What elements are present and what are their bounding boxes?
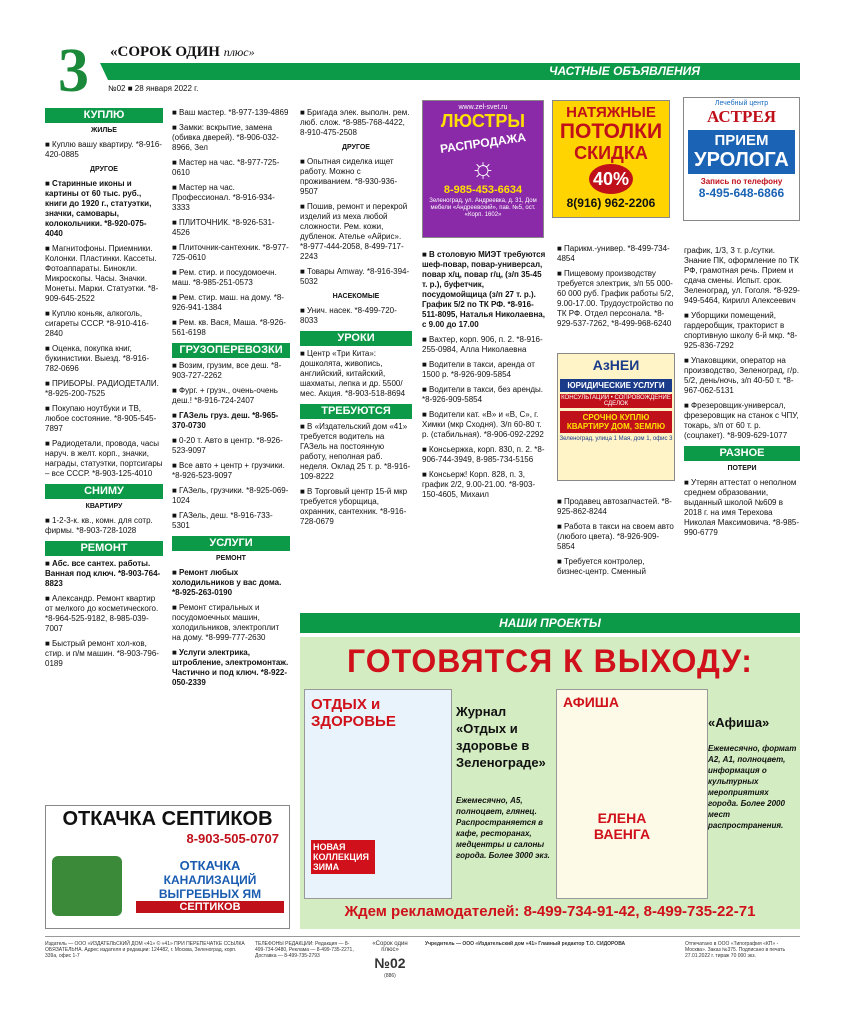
footer-issue: №02 — [374, 955, 406, 971]
mag2-cover-title: АФИША — [563, 694, 619, 710]
ad-item: ■ Все авто + центр + грузчики. *8-926-523-9097 — [172, 461, 285, 480]
lustry-sale: РАСПРОДАЖА — [439, 130, 527, 156]
ad-aznei — [557, 353, 675, 481]
ad-item: ■ Возим, грузим, все деш. *8-903-727-2262 — [172, 361, 282, 380]
aznei-2: СРОЧНО КУПЛЮ КВАРТИРУ ДОМ, ЗЕМЛЮ — [560, 411, 672, 433]
section-uslugi: УСЛУГИ — [172, 536, 290, 551]
section-remont: РЕМОНТ — [45, 541, 163, 556]
ad-item: ■ Фург. + грузч., очень-очень деш.! *8-916-724-2407 — [172, 386, 278, 405]
mag1-cover-title: ОТДЫХ и ЗДОРОВЬЕ — [311, 696, 396, 730]
footer-phones: ТЕЛЕФОНЫ РЕДАКЦИИ: Редакция — 8-499-734-9480, Реклама — 8-499-735-2271, Доставка — 8-499-735-2793 — [255, 941, 354, 959]
footer-paper: «Сорок один плюс» — [372, 941, 408, 953]
aznei-addr: Зеленоград, улица 1 Мая, дом 1, офис 3 — [559, 436, 673, 442]
projects-bar: НАШИ ПРОЕКТЫ — [300, 613, 800, 633]
sub-kvartiru: КВАРТИРУ — [85, 503, 123, 510]
ad-item: ■ Вахтер, корп. 906, п. 2. *8-916-255-0984, Алла Николаевна — [422, 335, 543, 354]
issue-date: №02 ■ 28 января 2022 г. — [108, 84, 199, 93]
potolki-3: СКИДКА — [574, 143, 648, 163]
ad-item: ■ Куплю коньяк, алкоголь, сигареты СССР. *8-910-416-2840 — [45, 309, 149, 338]
lustry-site: www.zel-svet.ru — [458, 104, 508, 111]
footer-printer: Отпечатано в ООО «Типография «КП» - Москва». Заказ №375. Подписано в печать 27.01.2022 г. тираж 70 000 экз. — [685, 941, 786, 959]
ad-item: ■ Магнитофоны. Приемники. Колонки. Пластинки. Кассеты. Фотоаппараты. Бинокли. Микроскопы. Часы. Значки. Монеты. Марки. Статуэтки. *8-909-645-2522 — [45, 244, 159, 303]
astreya-top: Лечебный центр — [714, 100, 769, 107]
mag2-desc: Ежемесячно, формат А2, А1, полноцвет, информация о культурных мероприятиях города. Более 2000 мест распространения. — [708, 744, 797, 830]
mag1-cover-sub: НОВАЯ КОЛЛЕКЦИЯ ЗИМА — [311, 840, 375, 874]
ad-item: ■ В столовую МИЭТ требуются шеф-повар, повар-универсал, повар х/ц, повар г/ц, (з/п 35-45 т. р.), буфетчик, посудомойщица (з/п 27 т. р.). График 5/2 по ТК РФ. *8-916-511-8095, Наталья Николаевна, с 9.00 до 17.00 — [422, 250, 546, 329]
column-5 — [557, 244, 675, 334]
ad-item: ■ Водители в такси, аренда от 1500 р. *8-926-909-5854 — [422, 360, 535, 379]
astreya-phone: 8-495-648-6866 — [698, 186, 785, 200]
sub-remont: РЕМОНТ — [216, 555, 246, 562]
column-1 — [45, 108, 163, 674]
truck-icon — [52, 856, 122, 916]
ad-item: ■ Пищевому производству требуется электрик, з/п 55 000-60 000 руб. График работы 5/2, 9.00-17.00. Трудоустройство по ТК РФ. Отдел персонала. *8-929-537-7262, *8-499-968-6240 — [557, 269, 674, 328]
ad-item: ■ Требуется контролер, бизнес-центр. Сменный — [557, 557, 646, 576]
ad-item: ■ Абс. все сантех. работы. Ванная под ключ. *8-903-764-8823 — [45, 559, 161, 588]
mag1-desc: Ежемесячно, А5, полноцвет, глянец. Распространяется в кафе, ресторанах, медцентры и салоны города. Более 3000 экз. — [456, 796, 550, 860]
ad-item: ■ Оценка, покупка книг, букинистики. Выезд. *8-916-782-0696 — [45, 344, 150, 373]
astreya-2: УРОЛОГА — [694, 149, 789, 171]
ad-item: ■ 1-2-3-к. кв., комн. для сотр. фирмы. *8-903-728-1028 — [45, 516, 153, 535]
aznei-sub: КОНСУЛЬТАЦИИ • СОПРОВОЖДЕНИЕ СДЕЛОК — [561, 395, 671, 407]
section-kuplyu: КУПЛЮ — [45, 108, 163, 123]
column-5b — [557, 497, 675, 582]
ad-item: ■ Плиточник-сантехник. *8-977-725-0610 — [172, 243, 289, 262]
septik-4: СЕПТИКОВ — [136, 901, 284, 913]
ad-item: ■ В Торговый центр 15-й мкр требуется уборщица, охранник, сантехник. *8-916-728-0679 — [300, 487, 408, 526]
chandelier-icon: ☼ — [470, 152, 496, 183]
sub-zhilye: ЖИЛЬЕ — [91, 127, 117, 134]
ad-item: ■ Парикм.-универ. *8-499-734-4854 — [557, 244, 670, 263]
sub-drugoe: ДРУГОЕ — [90, 166, 118, 173]
section-snimu: СНИМУ — [45, 484, 163, 499]
mag2-cover-name: ЕЛЕНА ВАЕНГА — [593, 810, 651, 842]
ad-septik — [45, 805, 290, 929]
ad-item: ■ В «Издательский дом «41» требуется водитель на ГАЗель на постоянную работу, неполная раб. неделя. Оклад 25 т. р. *8-916-109-8222 — [300, 422, 411, 481]
ad-astreya — [683, 97, 800, 221]
section-trebuyutsya: ТРЕБУЮТСЯ — [300, 404, 412, 419]
ad-item: ■ Работа в такси на своем авто (любого цвета). *8-926-909-5854 — [557, 522, 674, 551]
astreya-1: ПРИЕМ — [714, 132, 769, 149]
column-4 — [422, 250, 546, 505]
ad-item: ■ Замки: вскрытие, замена (обивка дверей). *8-906-032-8966, Зел — [172, 123, 279, 152]
ad-item: ■ Куплю вашу квартиру. *8-916-420-0885 — [45, 140, 162, 159]
ad-item: ■ Уборщики помещений, гардеробщик, тракторист в спортивную школу 6-й мкр. *8-925-836-7292 — [684, 311, 798, 350]
potolki-phone: 8(916) 962-2206 — [566, 196, 656, 210]
ad-lustry — [422, 100, 544, 238]
ad-item: ■ Водители в такси, без аренды. *8-926-909-5854 — [422, 385, 543, 404]
ad-item: ■ Опытная сиделка ищет работу. Можно с проживанием. *8-930-936-9507 — [300, 157, 398, 196]
ad-item: ■ Рем. стир. маш. на дому. *8-926-941-1384 — [172, 293, 284, 312]
ad-item: ■ Александр. Ремонт квартир от мелкого до косметического. *8-964-525-9182, 8-985-039-7007 — [45, 594, 159, 633]
section-uroki: УРОКИ — [300, 331, 412, 346]
projects-headline: ГОТОВЯТСЯ К ВЫХОДУ: — [347, 643, 753, 679]
ad-item: ■ Продавец автозапчастей. *8-925-862-8244 — [557, 497, 672, 516]
ad-item: ■ Утерян аттестат о неполном среднем образовании, выданный школой №609 в 2018 г. на имя Терехова Николая Максимовича. *8-985-990-6779 — [684, 478, 800, 537]
ad-item: ■ Мастер на час. Профессионал. *8-916-934-3333 — [172, 183, 275, 212]
ad-item: ■ Ремонт стиральных и посудомоечных машин, холодильников, электроплит на дому. *8-999-777-2630 — [172, 603, 280, 642]
ad-item: ■ Консьерж! Корп. 828, п. 3, график 2/2, 9.00-21.00. *8-903-150-4605, Михаил — [422, 470, 536, 499]
ad-item: ■ Консьержка, корп. 830, п. 2. *8-906-744-3949, 8-985-734-5156 — [422, 445, 545, 464]
projects-block — [300, 637, 800, 929]
ad-item: ■ Фрезеровщик-универсал, фрезеровщик на станок с ЧПУ, токарь, з/п от 60 т. р. (соцпакет). *8-909-629-1077 — [684, 401, 799, 440]
footer-publisher: Издатель — ООО «ИЗДАТЕЛЬСКИЙ ДОМ «41» © «41» ПРИ ПЕРЕПЕЧАТКЕ ССЫЛКА ОБЯЗАТЕЛЬНА. Адрес издателя и редакции: 124482, г. Москва, Зеленоград, корп. 339а, офис 1-7 — [45, 941, 245, 959]
sub-nasekomye: НАСЕКОМЫЕ — [332, 293, 380, 300]
section-gruzoperevozki: ГРУЗОПЕРЕВОЗКИ — [172, 343, 290, 358]
septik-title: ОТКАЧКА СЕПТИКОВ — [62, 808, 273, 830]
ad-item: ■ Унич. насек. *8-499-720-8033 — [300, 306, 397, 325]
mag2-cover — [556, 689, 708, 899]
septik-2: КАНАЛИЗАЦИЙ — [163, 873, 257, 887]
paper-title-main: «СОРОК ОДИН — [110, 44, 220, 60]
footer-issue-total: (886) — [384, 973, 396, 979]
ad-item: ■ ГАЗель, грузчики. *8-925-069-1024 — [172, 486, 289, 505]
ad-item: ■ ПЛИТОЧНИК. *8-926-531-4526 — [172, 218, 275, 237]
sub-drugoe: ДРУГОЕ — [342, 144, 370, 151]
ad-item: ■ 0-20 т. Авто в центр. *8-926-523-9097 — [172, 436, 283, 455]
column-6 — [684, 246, 800, 543]
paper-title-plus: плюс» — [223, 45, 255, 59]
ad-item: ■ Центр «Три Кита»: дошколята, живопись, английский, китайский, шахматы, лепка и др. 5500/мес. Акция. *8-903-518-8694 — [300, 349, 406, 398]
ad-potolki — [552, 100, 670, 218]
sub-poteri: ПОТЕРИ — [727, 465, 757, 472]
ad-item: ■ Бригада элек. выполн. рем. люб. слож. *8-985-768-4422, 8-910-475-2508 — [300, 108, 410, 137]
footer — [45, 936, 800, 1007]
column-2 — [172, 108, 290, 693]
ad-item: ■ ГАЗель, деш. *8-916-733-5301 — [172, 511, 273, 530]
ad-item: ■ Товары Amway. *8-916-394-5032 — [300, 267, 410, 286]
astreya-note: Запись по телефону — [700, 177, 783, 186]
ad-item: ■ Покупаю ноутбуки и ТВ, любое состояние. *8-905-545-7897 — [45, 404, 157, 433]
mag2-title: «Афиша» — [708, 715, 770, 730]
potolki-pct: 40% — [589, 164, 633, 194]
septik-3: ВЫГРЕБНЫХ ЯМ — [158, 887, 262, 901]
footer-founder: Учредитель — ООО «Издательский дом «41» Главный редактор Т.О. СИДОРОВА — [425, 941, 626, 947]
column-3 — [300, 108, 412, 532]
section-banner: ЧАСТНЫЕ ОБЪЯВЛЕНИЯ — [108, 63, 800, 80]
lustry-phone: 8-985-453-6634 — [443, 184, 523, 196]
ad-item: ■ Мастер на час. *8-977-725-0610 — [172, 158, 280, 177]
ad-item: ■ Рем. стир. и посудомоечн. маш. *8-985-251-0573 — [172, 268, 277, 287]
section-raznoe: РАЗНОЕ — [684, 446, 800, 461]
page-number: 3 — [58, 37, 89, 105]
ad-item: ■ Водители кат. «В» и «В, С», г. Химки (мкр Сходня). З/п 60-80 т. р. (стабильная). *8-906-092-2292 — [422, 410, 544, 439]
ad-item: ■ Ваш мастер. *8-977-139-4869 — [172, 108, 289, 117]
potolki-2: ПОТОЛКИ — [559, 120, 663, 143]
ad-item: ■ Быстрый ремонт хол-ков, стир. и п/м машин. *8-903-796-0189 — [45, 639, 159, 668]
ad-item: ■ Ремонт любых холодильников у вас дома. *8-925-263-0190 — [172, 568, 282, 597]
lustry-title: ЛЮСТРЫ — [440, 111, 526, 131]
ad-item: ■ Услуги электрика, штробление, электромонтаж. Частично и под ключ. *8-922-050-2339 — [172, 648, 289, 687]
ad-item: ■ ПРИБОРЫ. РАДИОДЕТАЛИ. *8-925-200-7525 — [45, 379, 159, 398]
lustry-addr: Зеленоград, ул. Андреевка, д. 31, Дом мебели «Андреевский», пав. №5, ост. «Корп. 1602» — [429, 198, 537, 218]
ad-item: график, 1/3, 3 т. р./сутки. Знание ПК, оформление по ТК РФ, грамотная речь. Прием и сдача смены. Испыт. срок. Зеленоград, ул. Гоголя. *8-929-949-5464, Кирилл Алексеевич — [684, 246, 800, 305]
ad-item: ■ Старинные иконы и картины от 60 тыс. руб., книги до 1920 г., статуэтки, значки, самовары, колокольчики. *8-920-075-4040 — [45, 179, 152, 238]
septik-1: ОТКАЧКА — [179, 858, 241, 873]
projects-cta: Ждем рекламодателей: 8-499-734-91-42, 8-499-735-22-71 — [344, 903, 756, 920]
astreya-name: АСТРЕЯ — [706, 107, 777, 126]
mag1-title: Журнал «Отдых и здоровье в Зеленограде» — [456, 704, 546, 770]
ad-item: ■ Радиодетали, провода, часы наруч. в желт. корп., значки, награды, статуэтки, портсигары – все СССР. *8-903-125-4010 — [45, 439, 163, 478]
ad-item: ■ Пошив, ремонт и перекрой изделий из меха любой сложности. Рем. кожи, дубленок. Ателье «Айрис». *8-977-444-2058, 8-499-717-2243 — [300, 202, 408, 261]
aznei-title: ЮРИДИЧЕСКИЕ УСЛУГИ — [560, 379, 672, 392]
ad-item: ■ ГАЗель груз. деш. *8-965-370-0730 — [172, 411, 279, 430]
ad-item: ■ Упаковщики, оператор на производство, Зеленоград, г/р. 5/2, день/ночь, з/п 40-50 т. *8-967-062-5131 — [684, 356, 799, 395]
aznei-name: АзНЕИ — [592, 357, 640, 373]
ad-item: ■ Рем. кв. Вася, Маша. *8-926-561-6198 — [172, 318, 286, 337]
septik-phone: 8-903-505-0707 — [186, 831, 279, 846]
paper-title — [110, 44, 255, 61]
mag1-cover — [304, 689, 452, 899]
potolki-1: НАТЯЖНЫЕ — [566, 104, 656, 121]
